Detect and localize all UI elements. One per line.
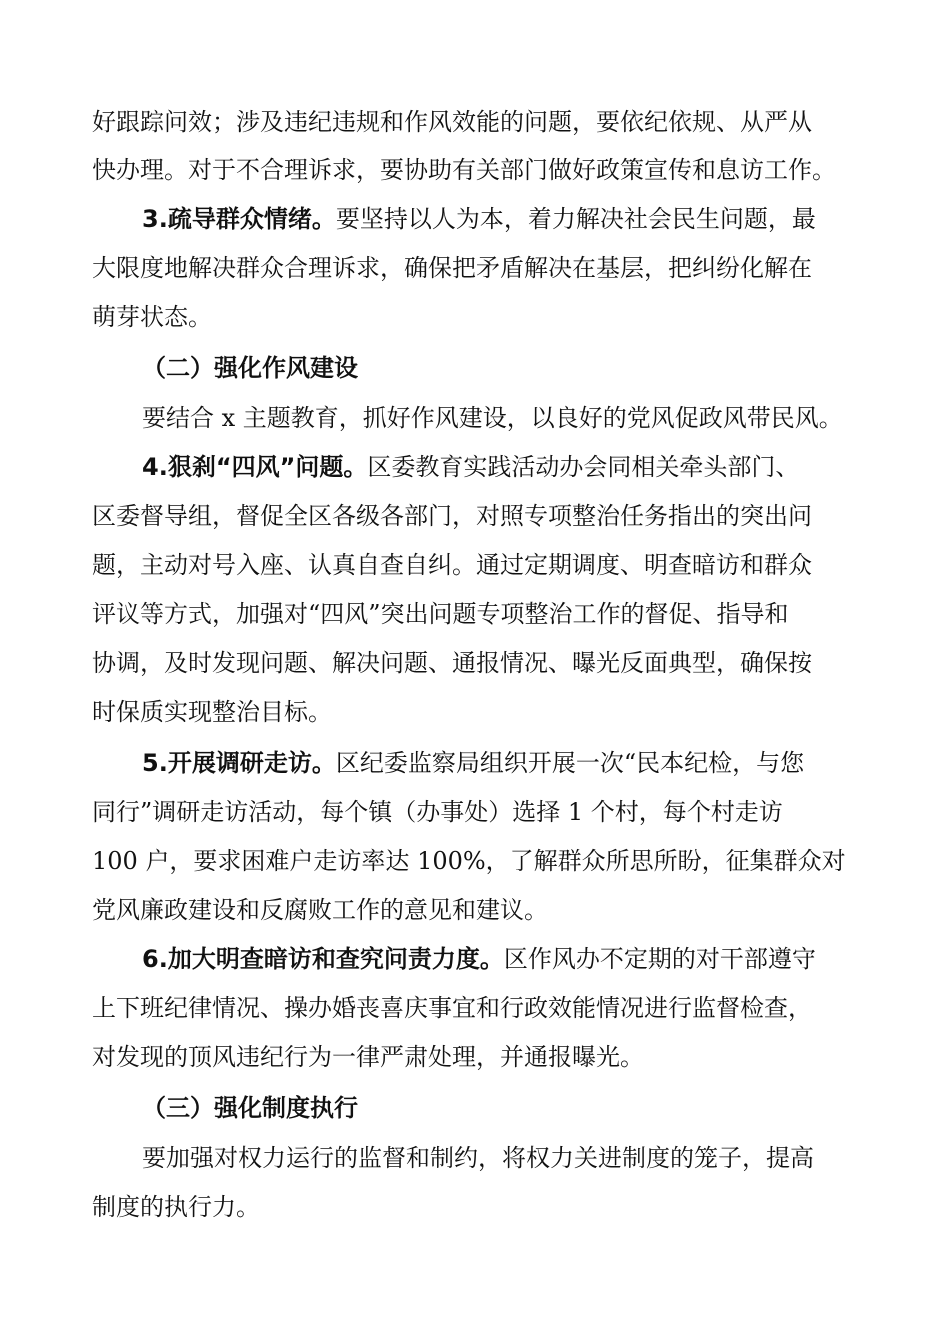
point-heading: 5.开展调研走访。 — [142, 749, 336, 777]
body-line: 评议等方式，加强对“四风”突出问题专项整治工作的督促、指导和 — [92, 600, 789, 628]
body-line: 区委督导组，督促全区各级各部门，对照专项整治任务指出的突出问 — [92, 502, 812, 530]
numbered-point-4: 4.狠刹“四风”问题。区委教育实践活动办会同相关牵头部门、 — [142, 453, 800, 481]
body-line: 快办理。对于不合理诉求，要协助有关部门做好政策宣传和息访工作。 — [92, 156, 836, 184]
numbered-point-3: 3.疏导群众情绪。要坚持以人为本，着力解决社会民生问题，最 — [142, 205, 816, 233]
body-line: 制度的执行力。 — [92, 1193, 260, 1221]
body-line: 党风廉政建设和反腐败工作的意见和建议。 — [92, 896, 548, 924]
body-line: 100 户，要求困难户走访率达 100%，了解群众所思所盼，征集群众对 — [92, 847, 846, 875]
body-line: 上下班纪律情况、操办婚丧喜庆事宜和行政效能情况进行监督检查， — [92, 994, 812, 1022]
body-line: 大限度地解决群众合理诉求，确保把矛盾解决在基层，把纠纷化解在 — [92, 254, 812, 282]
body-line: 萌芽状态。 — [92, 303, 212, 331]
body-line: 好跟踪问效；涉及违纪违规和作风效能的问题，要依纪依规、从严从 — [92, 108, 812, 136]
section-heading-2: （二）强化作风建设 — [142, 354, 358, 382]
numbered-point-6: 6.加大明查暗访和查究问责力度。区作风办不定期的对干部遵守 — [142, 945, 816, 973]
body-line: 对发现的顶风违纪行为一律严肃处理，并通报曝光。 — [92, 1043, 644, 1071]
point-heading: 6.加大明查暗访和查究问责力度。 — [142, 945, 504, 973]
body-line: 时保质实现整治目标。 — [92, 698, 332, 726]
body-line: 要加强对权力运行的监督和制约，将权力关进制度的笼子，提高 — [142, 1144, 814, 1172]
body-line: 协调，及时发现问题、解决问题、通报情况、曝光反面典型，确保按 — [92, 649, 812, 677]
body-line: 题，主动对号入座、认真自查自纠。通过定期调度、明查暗访和群众 — [92, 551, 812, 579]
section-heading-3: （三）强化制度执行 — [142, 1094, 358, 1122]
numbered-point-5: 5.开展调研走访。区纪委监察局组织开展一次“民本纪检，与您 — [142, 749, 805, 777]
point-heading: 4.狠刹“四风”问题。 — [142, 453, 368, 481]
body-line: 同行”调研走访活动，每个镇（办事处）选择 1 个村，每个村走访 — [92, 798, 783, 826]
point-heading: 3.疏导群众情绪。 — [142, 205, 336, 233]
body-line: 要结合 x 主题教育，抓好作风建设，以良好的党风促政风带民风。 — [142, 404, 843, 432]
